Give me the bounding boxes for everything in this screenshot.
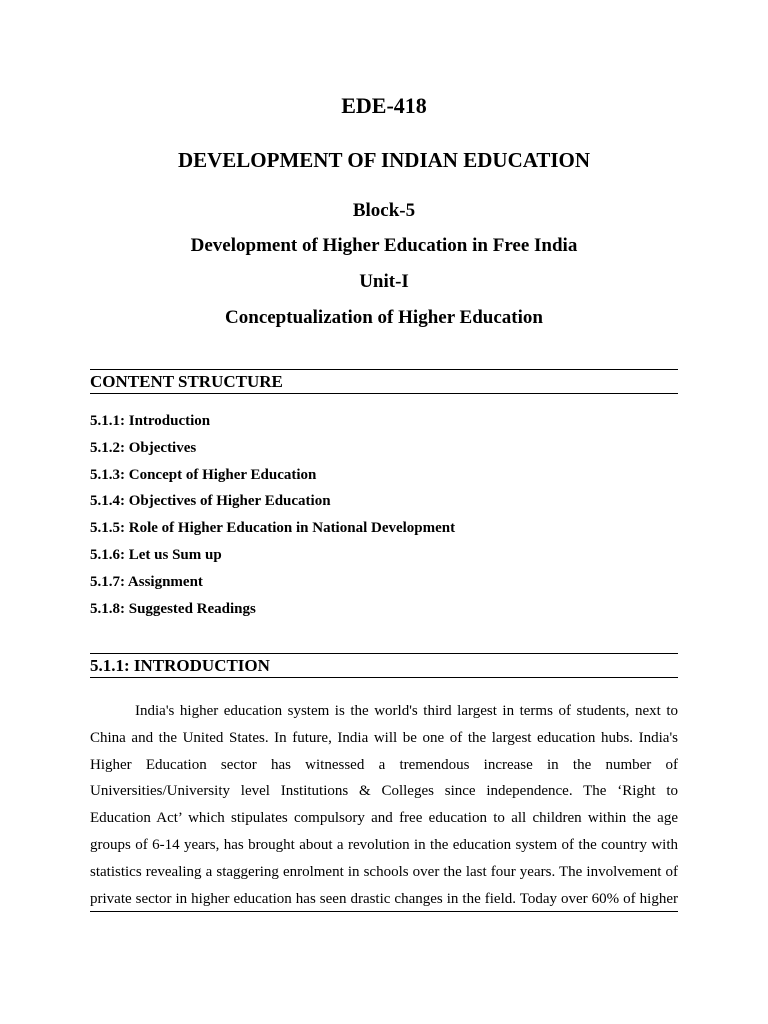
toc-item: 5.1.5: Role of Higher Education in National Development — [90, 520, 456, 537]
introduction-heading: 5.1.1: INTRODUCTION — [90, 653, 678, 678]
toc-item: 5.1.7: Assignment — [90, 573, 203, 590]
unit-title: Conceptualization of Higher Education — [225, 307, 543, 328]
block-title: Development of Higher Education in Free India — [190, 235, 578, 256]
toc-item: 5.1.1: Introduction — [90, 413, 211, 429]
toc-item: 5.1.4: Objectives of Higher Education — [90, 493, 331, 510]
paragraph-line: Education Act’ which stipulates compulsory and free education to all children within the age — [90, 810, 678, 827]
paragraph-line: China and the United States. In future, India will be one of the largest education hubs. India's — [90, 729, 678, 746]
paragraph-line: statistics revealing a staggering enrolment in schools over the last four years. The involvement of — [90, 863, 678, 880]
paragraph-line: private sector in higher education has seen drastic changes in the field. Today over 60% of higher — [90, 886, 678, 913]
introduction-paragraph — [90, 698, 678, 912]
block-label: Block-5 — [352, 200, 416, 221]
unit-label: Unit-I — [359, 271, 409, 292]
content-structure-heading: CONTENT STRUCTURE — [90, 369, 678, 394]
content-structure-list — [90, 411, 455, 625]
course-title: DEVELOPMENT OF INDIAN EDUCATION — [177, 148, 591, 172]
course-code: EDE-418 — [341, 93, 427, 118]
paragraph-line: India's higher education system is the world's third largest in terms of students, next to — [135, 703, 678, 719]
paragraph-line: Universities/University level Institutions & Colleges since independence. The ‘Right to — [90, 783, 678, 800]
toc-item: 5.1.6: Let us Sum up — [90, 546, 222, 563]
toc-item: 5.1.3: Concept of Higher Education — [90, 466, 317, 483]
paragraph-line: Higher Education sector has witnessed a tremendous increase in the number of — [90, 756, 678, 773]
toc-item: 5.1.2: Objectives — [90, 439, 197, 456]
toc-item: 5.1.8: Suggested Readings — [90, 600, 256, 617]
paragraph-line: groups of 6-14 years, has brought about a revolution in the education system of the country with — [90, 836, 678, 853]
